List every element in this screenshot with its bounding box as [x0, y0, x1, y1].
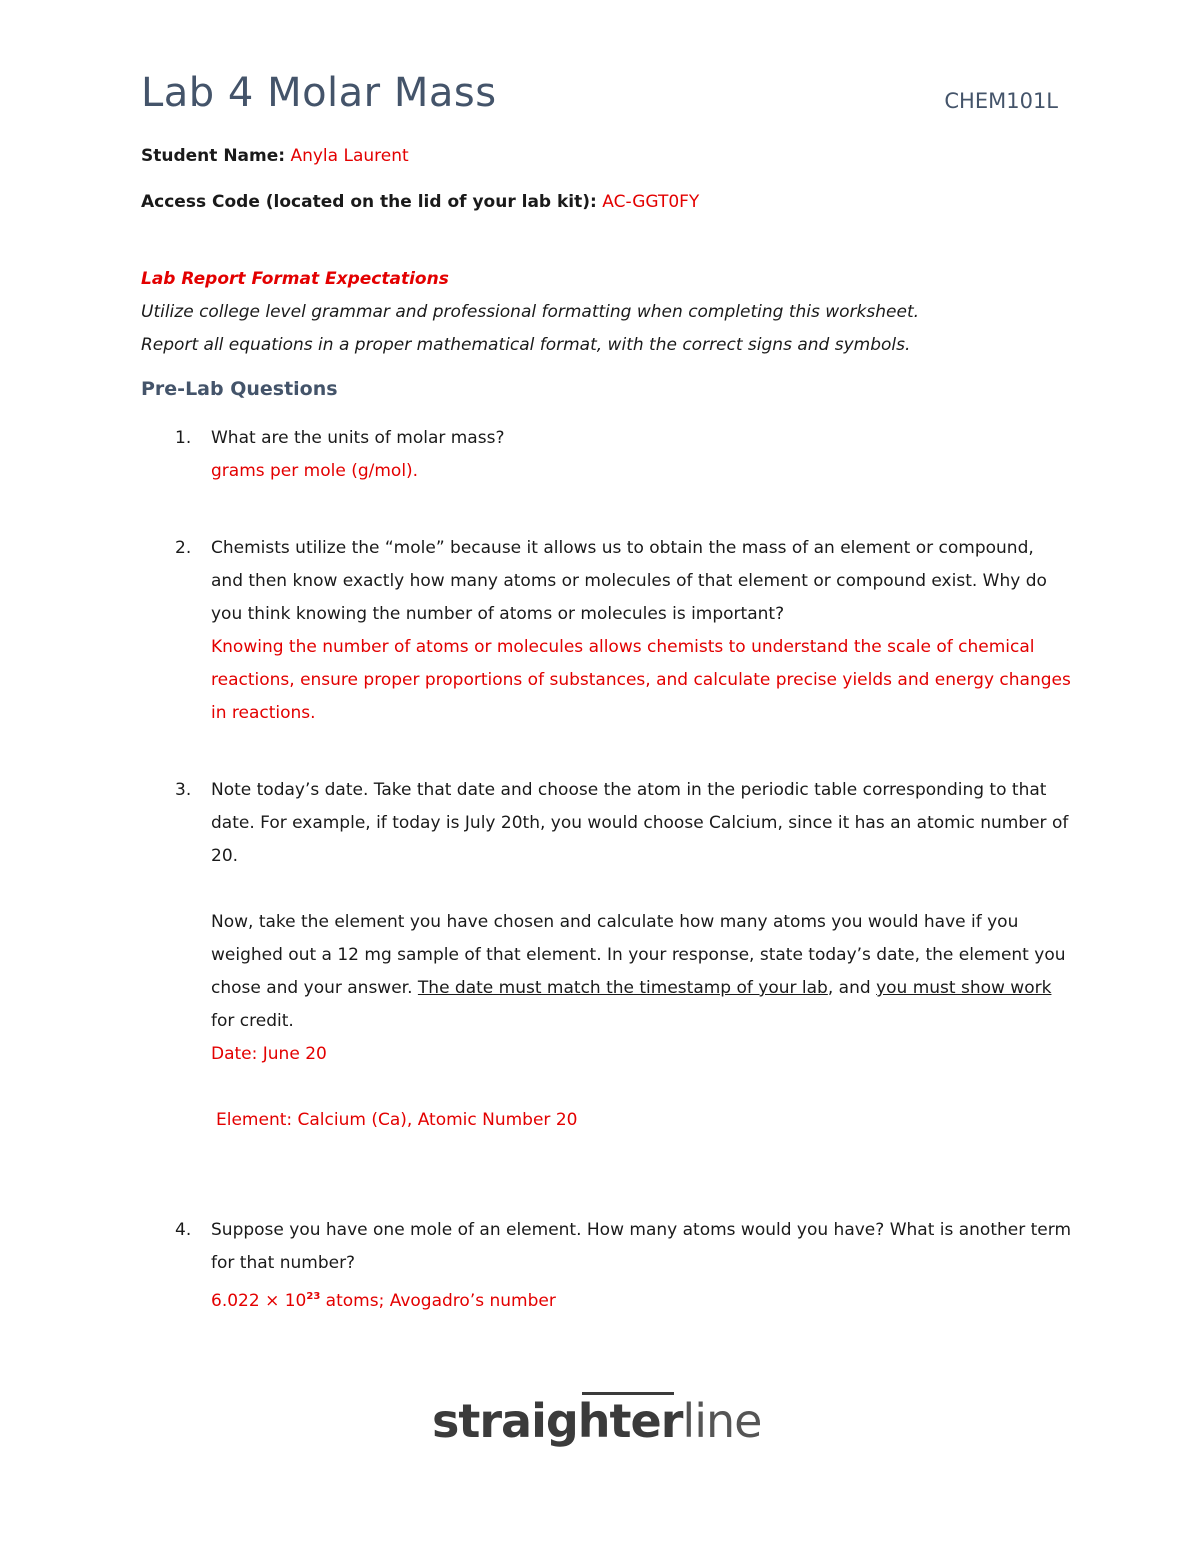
question-number: 4. — [175, 1220, 192, 1240]
question-text: What are the units of molar mass? — [211, 428, 505, 448]
instructions-underlined: The date must match the timestamp of your lab — [417, 978, 828, 998]
instructions-text: , and — [827, 978, 877, 998]
question-text: Suppose you have one mole of an element. How many atoms would you have? What is another term for that number? — [211, 1220, 1072, 1273]
page-title: Lab 4 Molar Mass — [141, 70, 497, 116]
answer-rest: atoms; Avogadro’s number — [320, 1291, 556, 1311]
question-number: 3. — [175, 780, 192, 800]
access-code-value: AC-GGT0FY — [602, 192, 700, 212]
logo-bold-text: straighter — [432, 1394, 683, 1448]
answer-text: grams per mole (g/mol). — [211, 461, 419, 481]
answer-text: Knowing the number of atoms or molecules allows chemists to understand the scale of chemical reactions, ensure proper proportions of substances, and calculate precise yields and energy changes in reactions. — [211, 637, 1071, 723]
question-number: 2. — [175, 538, 192, 558]
answer-exponent: 23 — [306, 1291, 321, 1302]
answer-element: Element: Calcium (Ca), Atomic Number 20 — [216, 1110, 578, 1130]
instructions-text: for credit. — [211, 1011, 294, 1031]
question-instructions — [211, 906, 1071, 1038]
answer-date: Date: June 20 — [211, 1044, 327, 1064]
format-expectation-line: Report all equations in a proper mathematical format, with the correct signs and symbols. — [141, 335, 911, 355]
course-code: CHEM101L — [944, 89, 1058, 113]
format-expectation-line: Utilize college level grammar and professional formatting when completing this worksheet. — [141, 302, 920, 322]
student-name-value: Anyla Laurent — [290, 146, 409, 166]
format-expectations-heading: Lab Report Format Expectations — [141, 269, 449, 289]
logo-text — [432, 1394, 761, 1448]
instructions-underlined: you must show work — [876, 978, 1052, 998]
student-name-label: Student Name: — [141, 146, 286, 166]
question-text: Note today’s date. Take that date and choose the atom in the periodic table corresponding to that date. For example, if today is July 20th, you would choose Calcium, since it has an atomic number of 20. — [211, 780, 1069, 866]
question-number: 1. — [175, 428, 192, 448]
straighterline-logo — [432, 1392, 762, 1462]
student-name-line — [141, 146, 409, 166]
access-code-label: Access Code (located on the lid of your lab kit): — [141, 192, 597, 212]
answer-base: 6.022 × 10 — [211, 1291, 307, 1311]
section-heading: Pre-Lab Questions — [141, 378, 338, 400]
question-text: Chemists utilize the “mole” because it allows us to obtain the mass of an element or compound, and then know exactly how many atoms or molecules of that element or compound exist. Why do you think knowing the number of atoms or molecules is important? — [211, 538, 1047, 624]
instructions-text: Now, take the element you have chosen and calculate how many atoms you would have if you weighed out a 12 mg sample of that element. In your response, state today’s date, the element you chose and your answer. — [211, 912, 1066, 998]
answer-text — [211, 1280, 1071, 1318]
access-code-line — [141, 192, 699, 212]
logo-light-text: line — [682, 1394, 762, 1448]
